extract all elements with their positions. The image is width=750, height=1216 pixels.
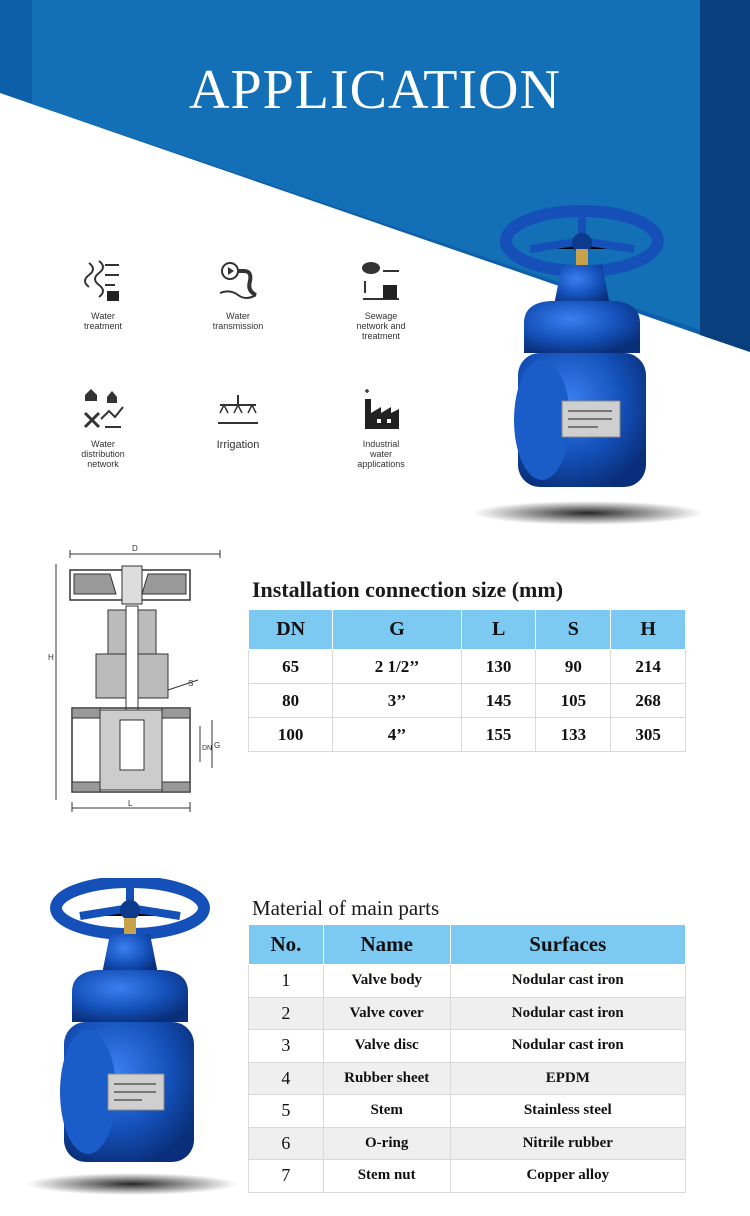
size-table-header-row [249,610,686,650]
valve-section-drawing [40,540,240,820]
table-row [249,1030,686,1063]
cell-s: 105 [536,684,611,718]
cell-surface: Copper alloy [450,1160,685,1193]
table-row [249,650,686,684]
page-title: APPLICATION [189,59,561,121]
table-row [249,965,686,998]
cell-h: 214 [611,650,686,684]
dim-label-dn: DN [202,745,213,752]
dim-label-h: H [48,653,54,662]
cell-name: O-ring [323,1127,450,1160]
water-treatment-icon [48,255,158,303]
column-header-l: L [461,610,536,650]
dim-label-d: D [132,544,138,553]
cell-no: 5 [249,1095,324,1128]
cell-surface: Nitrile rubber [450,1127,685,1160]
gate-valve-photo-bottom [20,878,250,1198]
material-table-header-row [249,925,686,965]
cell-no: 6 [249,1127,324,1160]
app-label: Water treatment [83,311,123,331]
column-header-h: H [611,610,686,650]
cell-surface: Nodular cast iron [450,965,685,998]
cell-g: 3’’ [333,684,461,718]
size-table [248,609,686,752]
application-grid [48,255,448,495]
cell-name: Stem [323,1095,450,1128]
table-row [249,1095,686,1128]
app-water-treatment [48,255,158,331]
app-water-distribution [48,383,158,469]
table-row [249,684,686,718]
column-header-dn: DN [249,610,333,650]
cell-no: 1 [249,965,324,998]
table-row [249,997,686,1030]
gate-valve-photo-top [470,205,710,525]
cell-name: Stem nut [323,1160,450,1193]
app-label: Water distribution network [81,439,125,469]
cell-l: 155 [461,718,536,752]
cell-dn: 100 [249,718,333,752]
app-label: Irrigation [216,439,260,451]
cell-s: 133 [536,718,611,752]
table-row [249,1160,686,1193]
column-header-no: No. [249,925,324,965]
cell-surface: Stainless steel [450,1095,685,1128]
cell-g: 2 1/2’’ [333,650,461,684]
app-industrial [326,383,436,469]
table-row [249,1062,686,1095]
water-transmission-icon [183,255,293,303]
cell-h: 268 [611,684,686,718]
material-table [248,924,686,1193]
app-irrigation [183,383,293,452]
cell-no: 4 [249,1062,324,1095]
dim-label-s: S [188,679,194,688]
cell-l: 130 [461,650,536,684]
app-water-transmission [183,255,293,331]
cell-surface: Nodular cast iron [450,997,685,1030]
table-row [249,1127,686,1160]
cell-name: Valve disc [323,1030,450,1063]
cell-no: 3 [249,1030,324,1063]
cell-name: Valve body [323,965,450,998]
cell-l: 145 [461,684,536,718]
material-table-title: Material of main parts [252,896,440,920]
column-header-name: Name [323,925,450,965]
dim-label-l: L [128,799,133,808]
industrial-icon [326,383,436,431]
table-row [249,718,686,752]
column-header-g: G [333,610,461,650]
app-label: Sewage network and treatment [356,311,406,341]
size-table-title: Installation connection size (mm) [252,577,564,602]
cell-no: 7 [249,1160,324,1193]
water-distribution-icon [48,383,158,431]
cell-dn: 65 [249,650,333,684]
dim-label-g: G [214,741,221,750]
sewage-icon [326,255,436,303]
cell-dn: 80 [249,684,333,718]
cell-surface: Nodular cast iron [450,1030,685,1063]
cell-g: 4’’ [333,718,461,752]
column-header-s: S [536,610,611,650]
irrigation-icon [183,383,293,431]
cell-h: 305 [611,718,686,752]
app-sewage [326,255,436,341]
cell-name: Rubber sheet [323,1062,450,1095]
app-label: Water transmission [212,311,264,331]
cell-surface: EPDM [450,1062,685,1095]
cell-name: Valve cover [323,997,450,1030]
column-header-surfaces: Surfaces [450,925,685,965]
app-label: Industrial water applications [357,439,405,469]
cell-no: 2 [249,997,324,1030]
cell-s: 90 [536,650,611,684]
